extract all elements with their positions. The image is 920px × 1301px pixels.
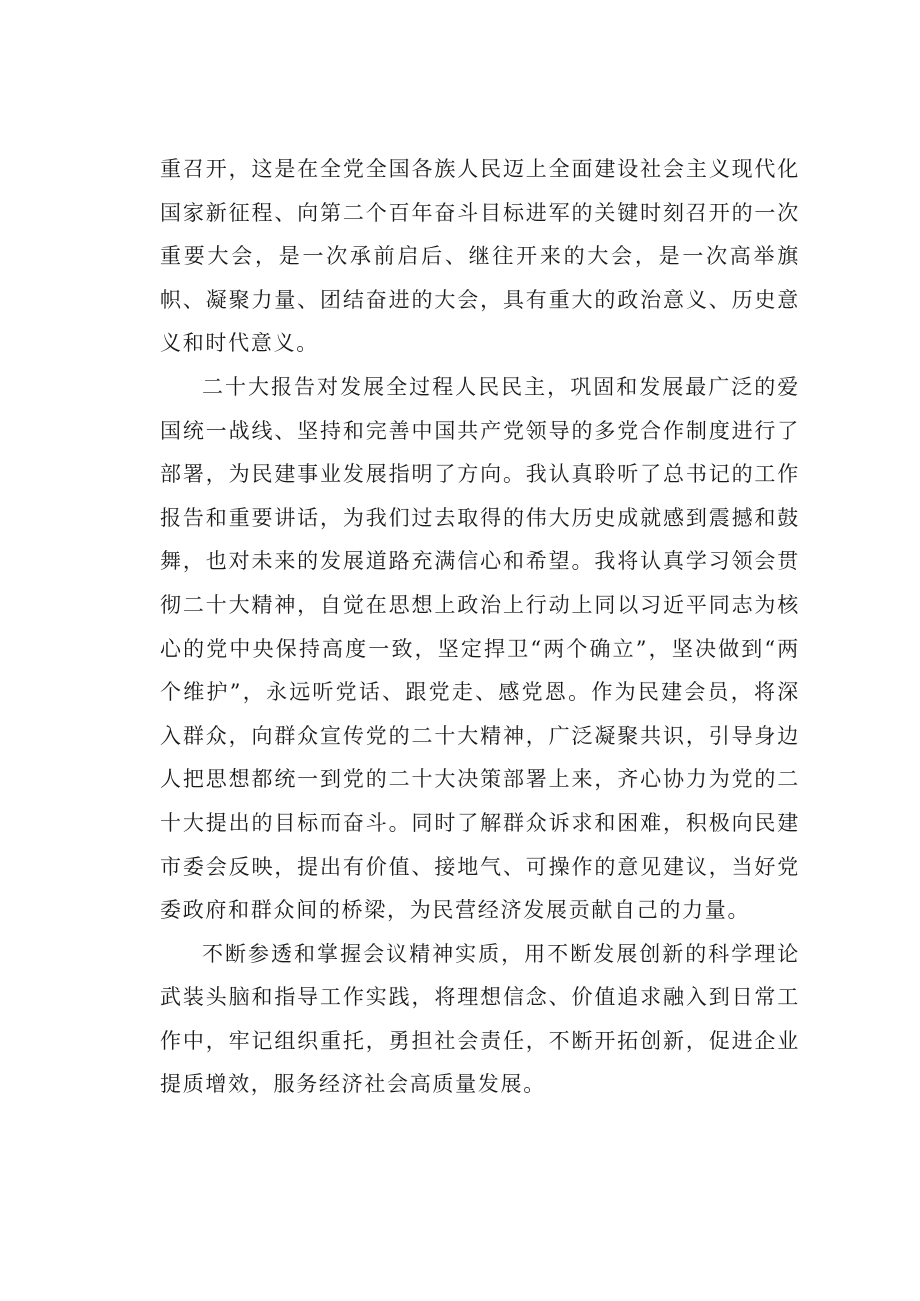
paragraph-continuation: 重召开，这是在全党全国各族人民迈上全面建设社会主义现代化国家新征程、向第二个百年奋斗目标进军的关键时刻召开的一次重要大会，是一次承前启后、继往开来的大会，是一次高举旗帜、凝聚力量、团结奋进的大会，具有重大的政治意义、历史意义和时代意义。 bbox=[160, 157, 800, 356]
paragraph-congress-report: 二十大报告对发展全过程人民民主，巩固和发展最广泛的爱国统一战线、坚持和完善中国共产党领导的多党合作制度进行了部署，为民建事业发展指明了方向。我认真聆听了总书记的工作报告和重要讲话，为我们过去取得的伟大历史成就感到震撼和鼓舞，也对未来的发展道路充满信心和希望。我将认真学习领会贯彻二十大精神，自觉在思想上政治上行动上同以习近平同志为核心的党中央保持高度一致，坚定捍卫“两个确立”，坚决做到“两个维护”，永远听党话、跟党走、感党恩。作为民建会员，将深入群众，向群众宣传党的二十大精神，广泛凝聚共识，引导身边人把思想都统一到党的二十大决策部署上来，齐心协力为党的二十大提出的目标而奋斗。同时了解群众诉求和困难，积极向民建市委会反映，提出有价值、接地气、可操作的意见建议，当好党委政府和群众间的桥梁，为民营经济发展贡献自己的力量。 bbox=[160, 374, 800, 923]
document-body bbox=[160, 148, 800, 1107]
paragraph-spirit-practice: 不断参透和掌握会议精神实质，用不断发展创新的科学理论武装头脑和指导工作实践，将理想信念、价值追求融入到日常工作中，牢记组织重托，勇担社会责任，不断开拓创新，促进企业提质增效，服务经济社会高质量发展。 bbox=[160, 941, 800, 1097]
